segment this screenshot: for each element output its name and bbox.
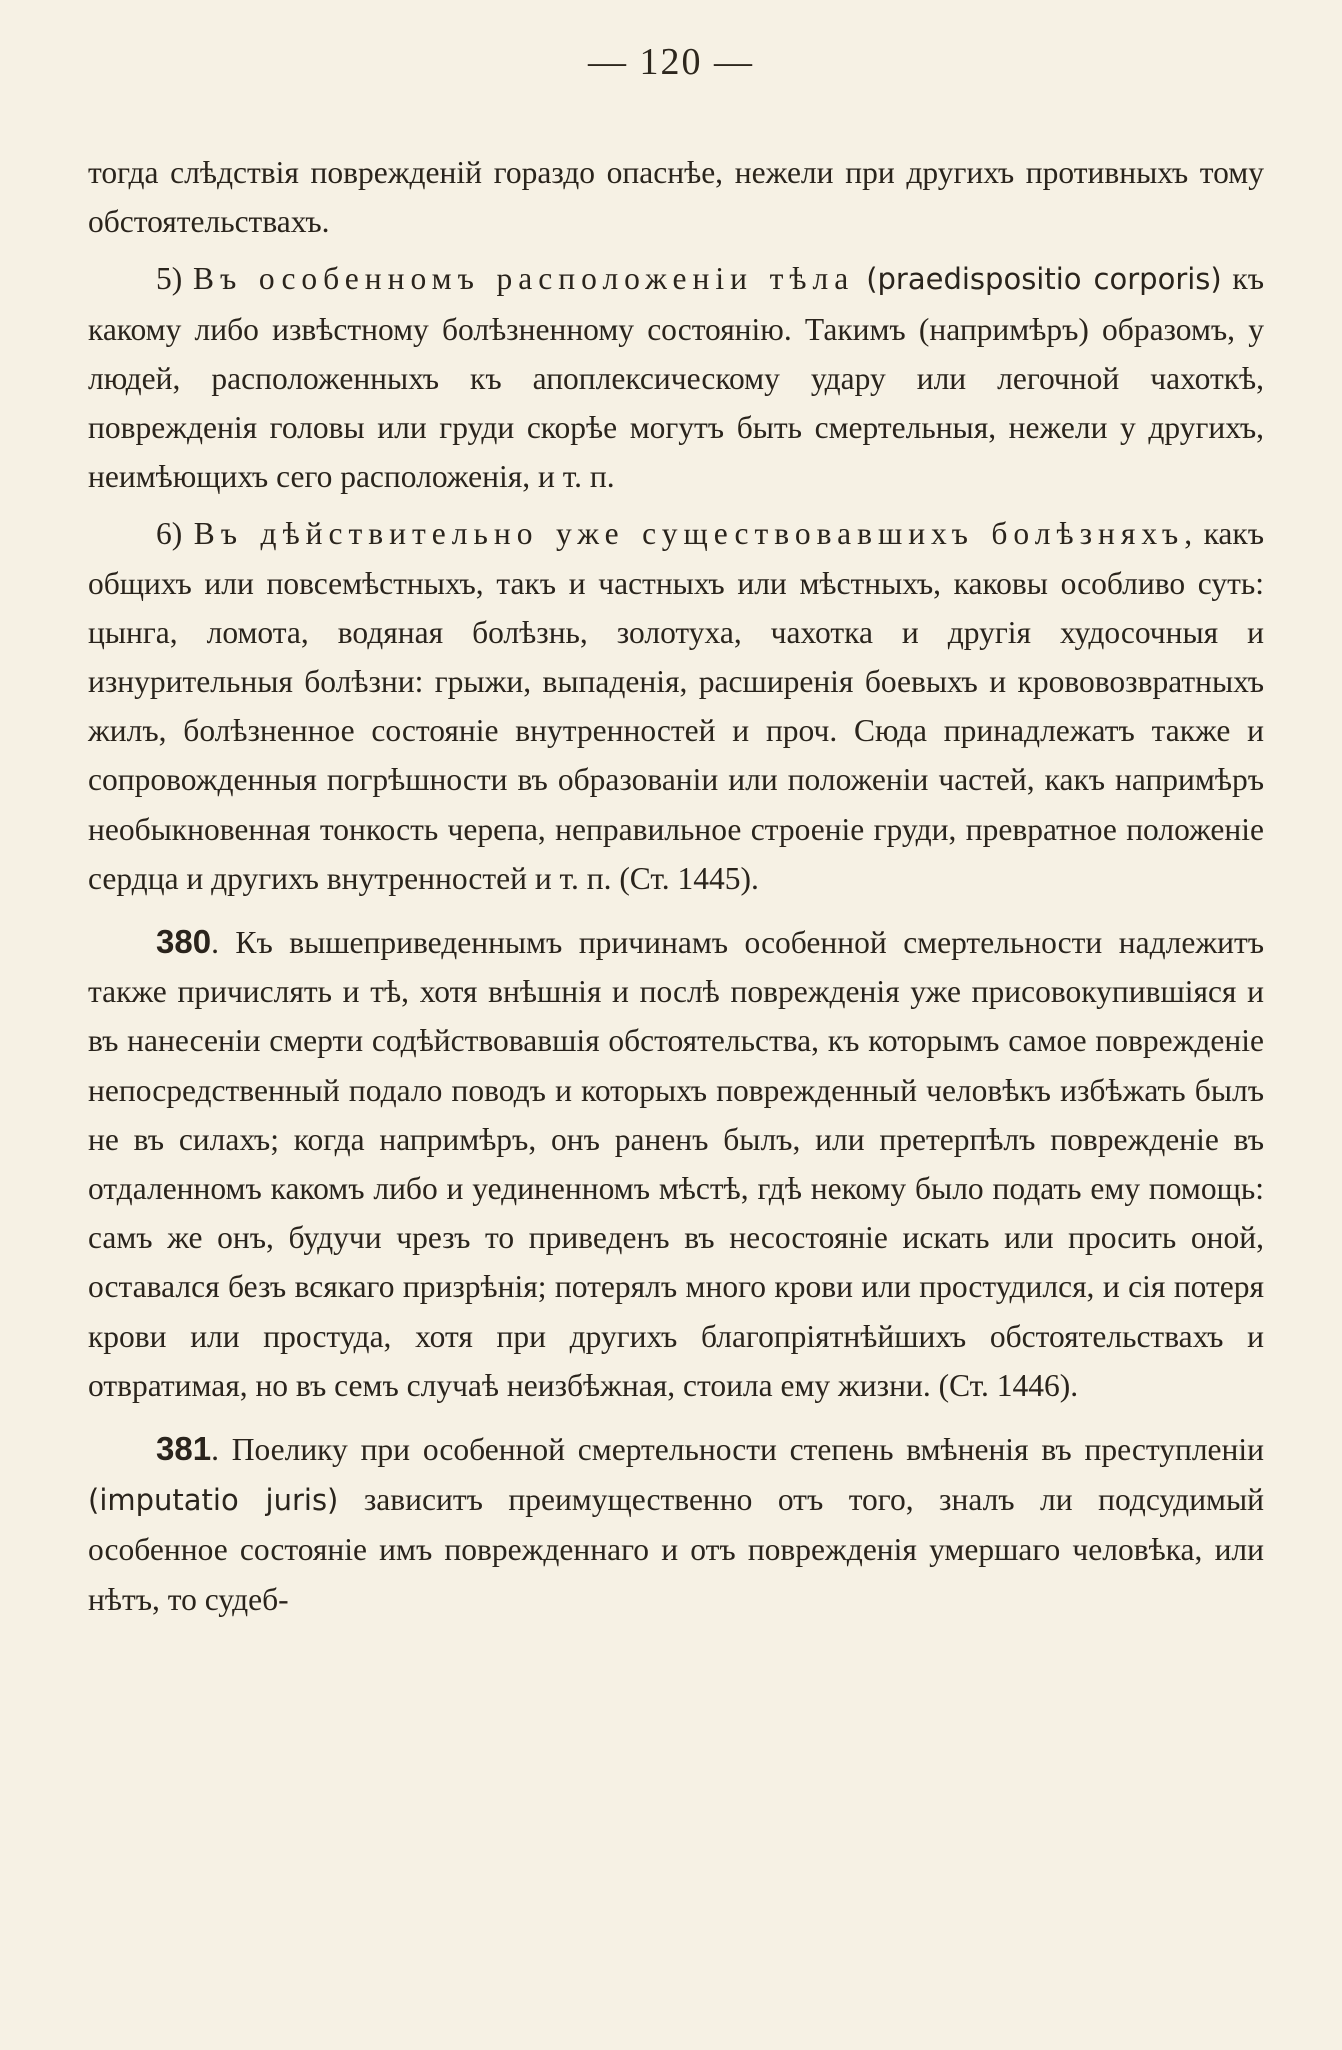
section-381 [88,1424,1264,1624]
item-marker: 5) [156,261,193,297]
body-text [88,148,1264,1624]
section-text: . Поелику при особенной смертельности степень вмѣненія въ преступленіи [211,1432,1264,1468]
section-380 [88,917,1264,1410]
item-text: , какъ общихъ или повсемѣстныхъ, такъ и частныхъ или мѣстныхъ, каковы особливо суть: цынга, ломота, водяная болѣзнь, золотуха, чахотка и другія худосочныя и изнурительныя болѣзни: грыжи, выпаденія, расширенія боевыхъ и крововозвратныхъ жилъ, болѣзненное состояніе внутренностей и проч. Сюда принадлежатъ также и сопровожденныя погрѣшности въ образованіи или положеніи частей, какъ напримѣръ необыкновенная тонкость черепа, неправильное строеніе груди, превратное положеніе сердца и другихъ внутренностей и т. п. (Ст. 1445). [88,516,1264,896]
item-emphasis: Въ дѣйствительно уже существовавшихъ болѣзняхъ [193,516,1185,552]
paragraph-item-5 [88,254,1264,501]
section-text-cont: зависитъ преимущественно отъ того, зналъ ли подсудимый особенное состояніе имъ поврежденнаго и отъ поврежденія умершаго человѣка, или нѣтъ, то судеб- [88,1482,1265,1617]
section-text: . Къ вышеприведеннымъ причинамъ особенной смертельности надлежитъ также причислять и тѣ, хотя внѣшнія и послѣ поврежденія уже присовокупившіяся и въ нанесеніи смерти содѣйствовавшія обстоятельства, къ которымъ самое поврежденіе непосредственный подало поводъ и которыхъ поврежденный человѣкъ избѣжать былъ не въ силахъ; когда напримѣръ, онъ раненъ былъ, или претерпѣлъ поврежденіе въ отдаленномъ какомъ либо и уединенномъ мѣстѣ, гдѣ некому было подать ему помощь: самъ же онъ, будучи чрезъ то приведенъ въ несостояніе искать или просить оной, оставался безъ всякаго призрѣнія; потерялъ много крови или простудился, и сія потеря крови или простуда, хотя при другихъ благопріятнѣйшихъ обстоятельствахъ и отвратимая, но въ семъ случаѣ неизбѣжная, стоила ему жизни. (Ст. 1446). [88,925,1264,1403]
item-emphasis: Въ особенномъ расположеніи тѣла [192,261,855,297]
latin-term: (praedispositio corporis) [854,262,1222,297]
paragraph-continuation: тогда слѣдствія поврежденій гораздо опаснѣе, нежели при другихъ противныхъ тому обстоятельствахъ. [88,155,1264,240]
section-number: 380 [156,923,212,961]
page-number: — 120 — [588,41,754,83]
section-number: 381 [156,1430,212,1468]
item-text: къ какому либо извѣстному болѣзненному состоянію. Такимъ (напримѣръ) образомъ, у людей, расположенныхъ къ апоплексическому удару или легочной чахоткѣ, поврежденія головы или груди скорѣе могутъ быть смертельныя, нежели у другихъ, неимѣющихъ сего расположенія, и т. п. [88,261,1265,495]
item-marker: 6) [156,516,194,552]
latin-term: (imputatio juris) [88,1483,339,1518]
paragraph-item-6 [88,509,1264,903]
